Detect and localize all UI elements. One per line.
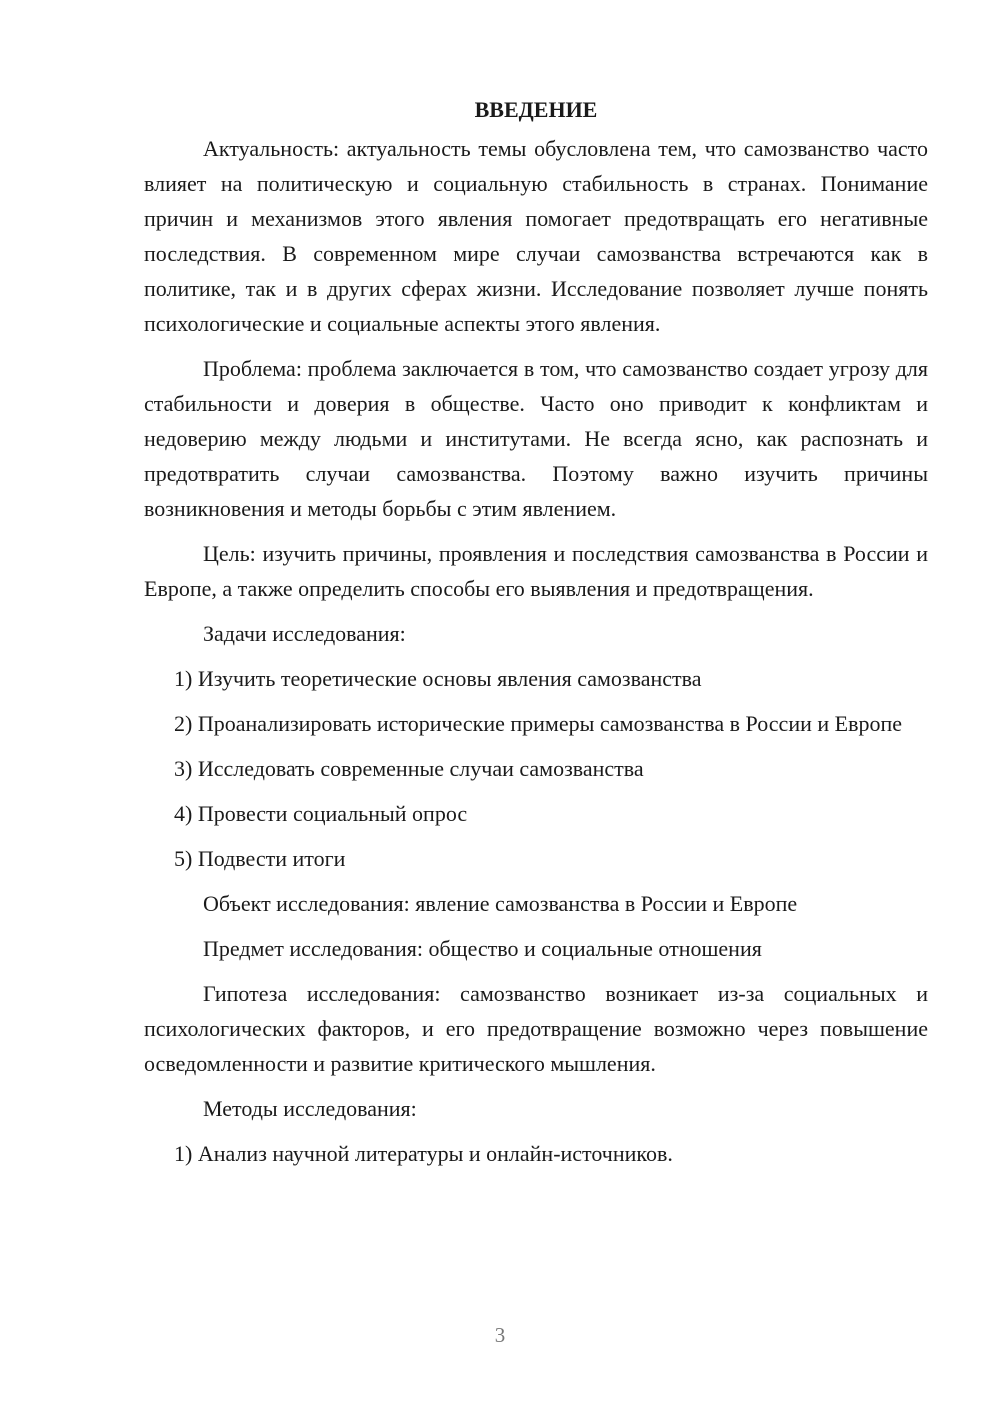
task-item-5: 5) Подвести итоги [174,846,346,871]
section-title: ВВЕДЕНИЕ [474,97,598,122]
task-item-1: 1) Изучить теоретические основы явления самозванства [174,666,702,691]
relevance-paragraph: Актуальность: актуальность темы обусловлена тем, что самозванство часто влияет на политическую и социальную стабильность в странах. Понимание причин и механизмов этого явления помогает предотвращать его негативные последствия. В современном мире случаи самозванства встречаются как в политике, так и в других сферах жизни. Исследование позволяет лучше понять психологические и социальные аспекты этого явления. [144,136,928,336]
page-number: 3 [494,1323,506,1347]
hypothesis-paragraph: Гипотеза исследования: самозванство возникает из-за социальных и психологических факторов, и его предотвращение возможно через повышение осведомленности и развитие критического мышления. [144,981,928,1076]
tasks-heading: Задачи исследования: [203,621,406,646]
method-item-1: 1) Анализ научной литературы и онлайн-источников. [174,1141,673,1166]
methods-heading: Методы исследования: [203,1096,417,1121]
task-item-3: 3) Исследовать современные случаи самозванства [174,756,644,781]
subject-paragraph: Предмет исследования: общество и социальные отношения [203,936,762,961]
goal-paragraph: Цель: изучить причины, проявления и последствия самозванства в России и Европе, а также определить способы его выявления и предотвращения. [144,541,928,601]
page-content [144,92,928,1181]
task-item-2: 2) Проанализировать исторические примеры самозванства в России и Европе [174,711,903,736]
task-item-4: 4) Провести социальный опрос [174,801,468,826]
object-paragraph: Объект исследования: явление самозванства в России и Европе [203,891,798,916]
problem-paragraph: Проблема: проблема заключается в том, что самозванство создает угрозу для стабильности и доверия в обществе. Часто оно приводит к конфликтам и недоверию между людьми и институтами. Не всегда ясно, как распознать и предотвратить случаи самозванства. Поэтому важно изучить причины возникновения и методы борьбы с этим явлением. [144,356,928,521]
